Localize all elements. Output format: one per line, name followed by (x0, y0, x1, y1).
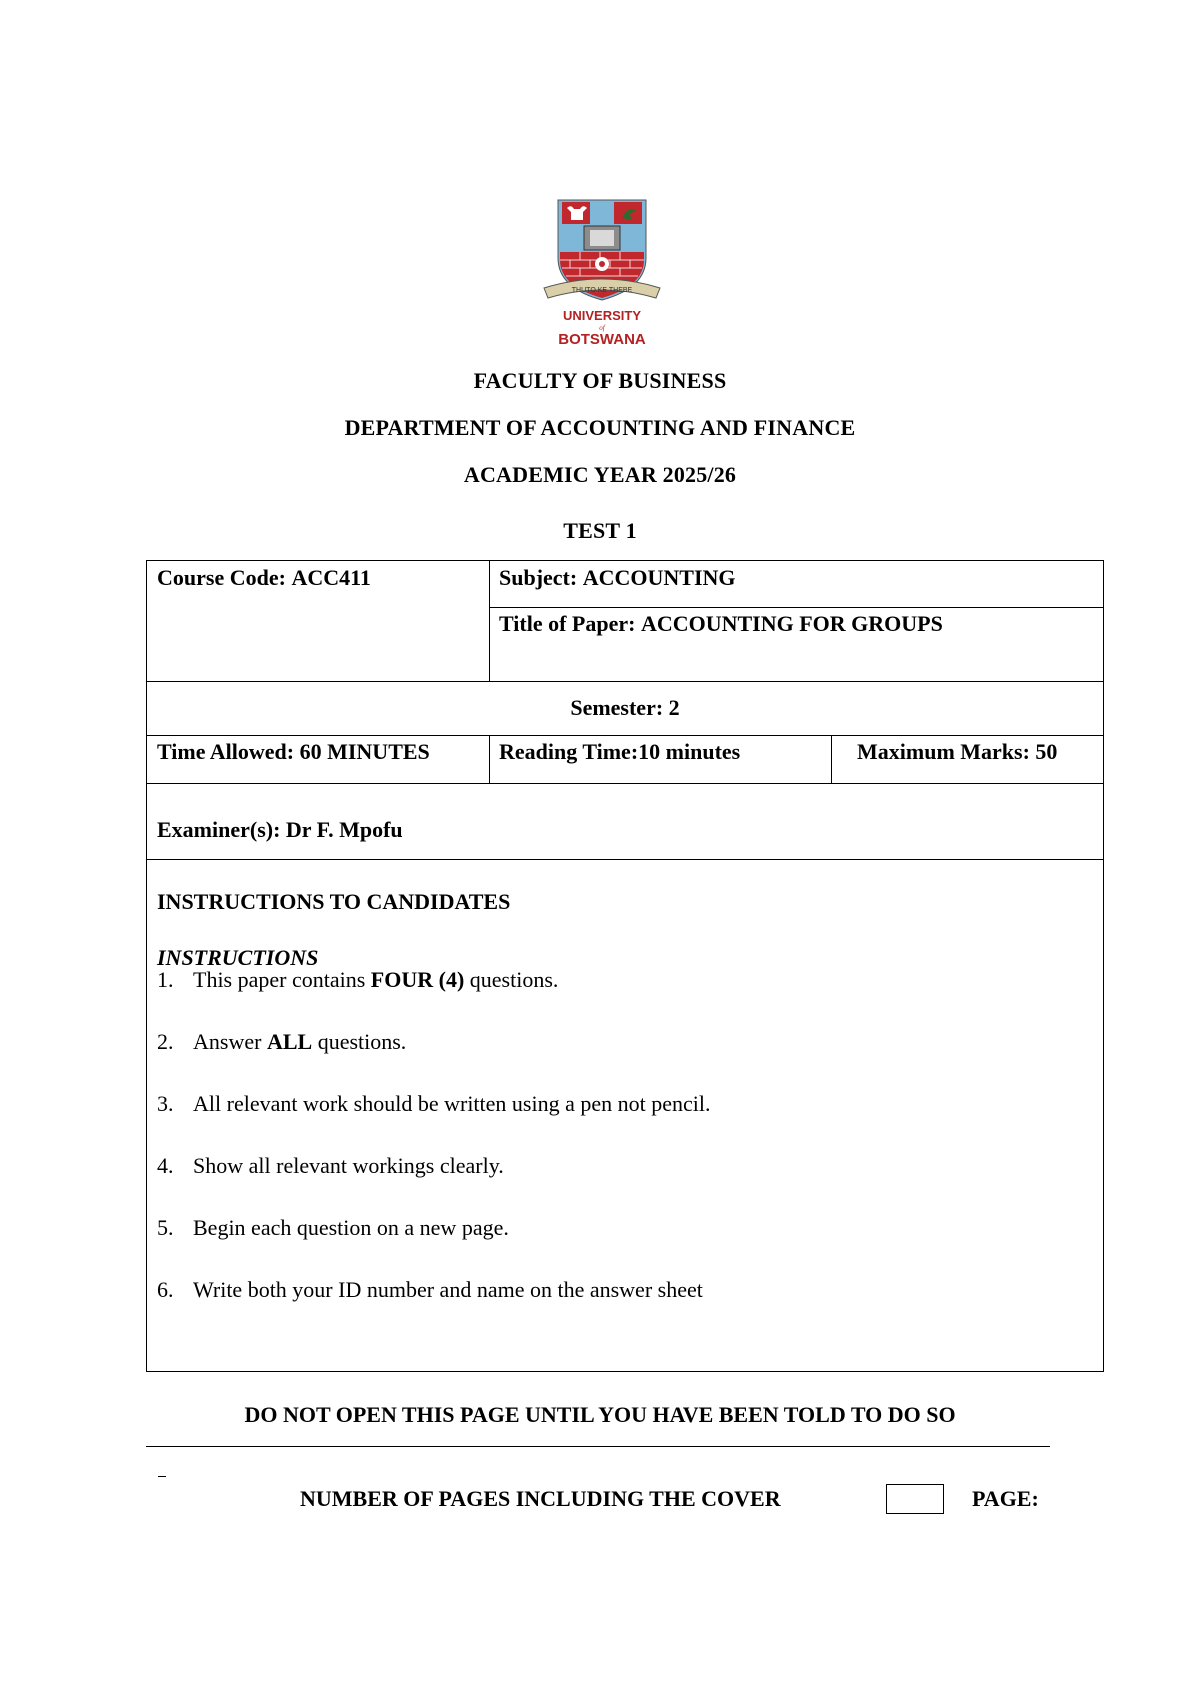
table-divider (489, 735, 490, 783)
time-allowed-value: 60 MINUTES (299, 739, 430, 764)
table-divider (147, 735, 1103, 736)
separator-line (146, 1446, 1050, 1447)
university-logo (540, 196, 664, 348)
table-divider (147, 783, 1103, 784)
time-allowed-cell (157, 739, 430, 765)
instruction-emphasis: FOUR (4) (370, 967, 465, 992)
instruction-emphasis: ALL (266, 1029, 313, 1054)
table-divider (489, 607, 1103, 608)
instruction-text: Write both your ID number and name on the answer sheet (193, 1277, 703, 1302)
title-of-paper-cell (499, 611, 943, 637)
instruction-number: 6. (157, 1277, 174, 1302)
reading-time-cell (499, 739, 740, 765)
instruction-text: Begin each question on a new page. (193, 1215, 509, 1240)
instruction-item (157, 1029, 406, 1055)
faculty-heading: FACULTY OF BUSINESS (473, 368, 727, 393)
instruction-text: This paper contains (193, 967, 371, 992)
course-code-cell (157, 565, 371, 591)
separator-stub (158, 1476, 166, 1477)
exam-details-table (146, 560, 1104, 1372)
instruction-number: 3. (157, 1091, 174, 1116)
instruction-number: 1. (157, 967, 174, 992)
subject-cell (499, 565, 736, 591)
examiner-label: Examiner(s): (157, 817, 281, 842)
instruction-number: 5. (157, 1215, 174, 1240)
maximum-marks-label: Maximum Marks: (857, 739, 1030, 764)
title-of-paper-label: Title of Paper: (499, 611, 636, 636)
university-crest-icon (540, 196, 664, 348)
table-divider (489, 561, 490, 681)
semester-cell (147, 695, 1103, 721)
table-divider (831, 735, 832, 783)
instruction-text: Answer (193, 1029, 267, 1054)
examiner-value: Dr F. Mpofu (285, 817, 403, 842)
instruction-item (157, 1091, 711, 1117)
course-code-label: Course Code: (157, 565, 286, 590)
department-heading: DEPARTMENT OF ACCOUNTING AND FINANCE (344, 415, 856, 440)
subject-label: Subject: (499, 565, 578, 590)
academic-year-heading: ACADEMIC YEAR 2025/26 (463, 462, 737, 487)
do-not-open-warning: DO NOT OPEN THIS PAGE UNTIL YOU HAVE BEEN TOLD TO DO SO (244, 1402, 956, 1427)
instruction-number: 4. (157, 1153, 174, 1178)
maximum-marks-cell (857, 739, 1057, 765)
instruction-number: 2. (157, 1029, 174, 1054)
test-heading: TEST 1 (563, 518, 637, 543)
instruction-item (157, 1277, 703, 1303)
logo-name-of: of (599, 324, 605, 332)
instruction-item (157, 967, 558, 993)
course-code-value: ACC411 (291, 565, 371, 590)
examiner-cell (157, 817, 403, 843)
instructions-section-title: INSTRUCTIONS TO CANDIDATES (157, 889, 511, 914)
title-of-paper-value: ACCOUNTING FOR GROUPS (640, 611, 943, 636)
semester-label: Semester: (570, 695, 664, 720)
time-allowed-label: Time Allowed: (157, 739, 295, 764)
maximum-marks-value: 50 (1035, 739, 1058, 764)
instruction-text: questions. (464, 967, 559, 992)
logo-motto: THUTO KE THEBE (571, 287, 633, 294)
instruction-item (157, 1153, 504, 1179)
logo-name-line2: BOTSWANA (558, 331, 646, 348)
reading-time-value: 10 minutes (638, 739, 741, 764)
reading-time-label: Reading Time: (499, 739, 639, 764)
number-of-pages-box[interactable] (886, 1484, 944, 1514)
logo-name-line1: UNIVERSITY (562, 308, 642, 323)
table-divider (147, 859, 1103, 860)
instructions-subtitle: INSTRUCTIONS (157, 945, 319, 970)
number-of-pages-label: NUMBER OF PAGES INCLUDING THE COVER (300, 1486, 781, 1511)
instruction-item (157, 1215, 509, 1241)
instruction-text: Show all relevant workings clearly. (193, 1153, 504, 1178)
table-divider (147, 681, 1103, 682)
instruction-text: questions. (312, 1029, 407, 1054)
subject-value: ACCOUNTING (582, 565, 736, 590)
page-label: PAGE: (972, 1486, 1039, 1511)
semester-value: 2 (668, 695, 680, 720)
instruction-text: All relevant work should be written using a pen not pencil. (193, 1091, 711, 1116)
